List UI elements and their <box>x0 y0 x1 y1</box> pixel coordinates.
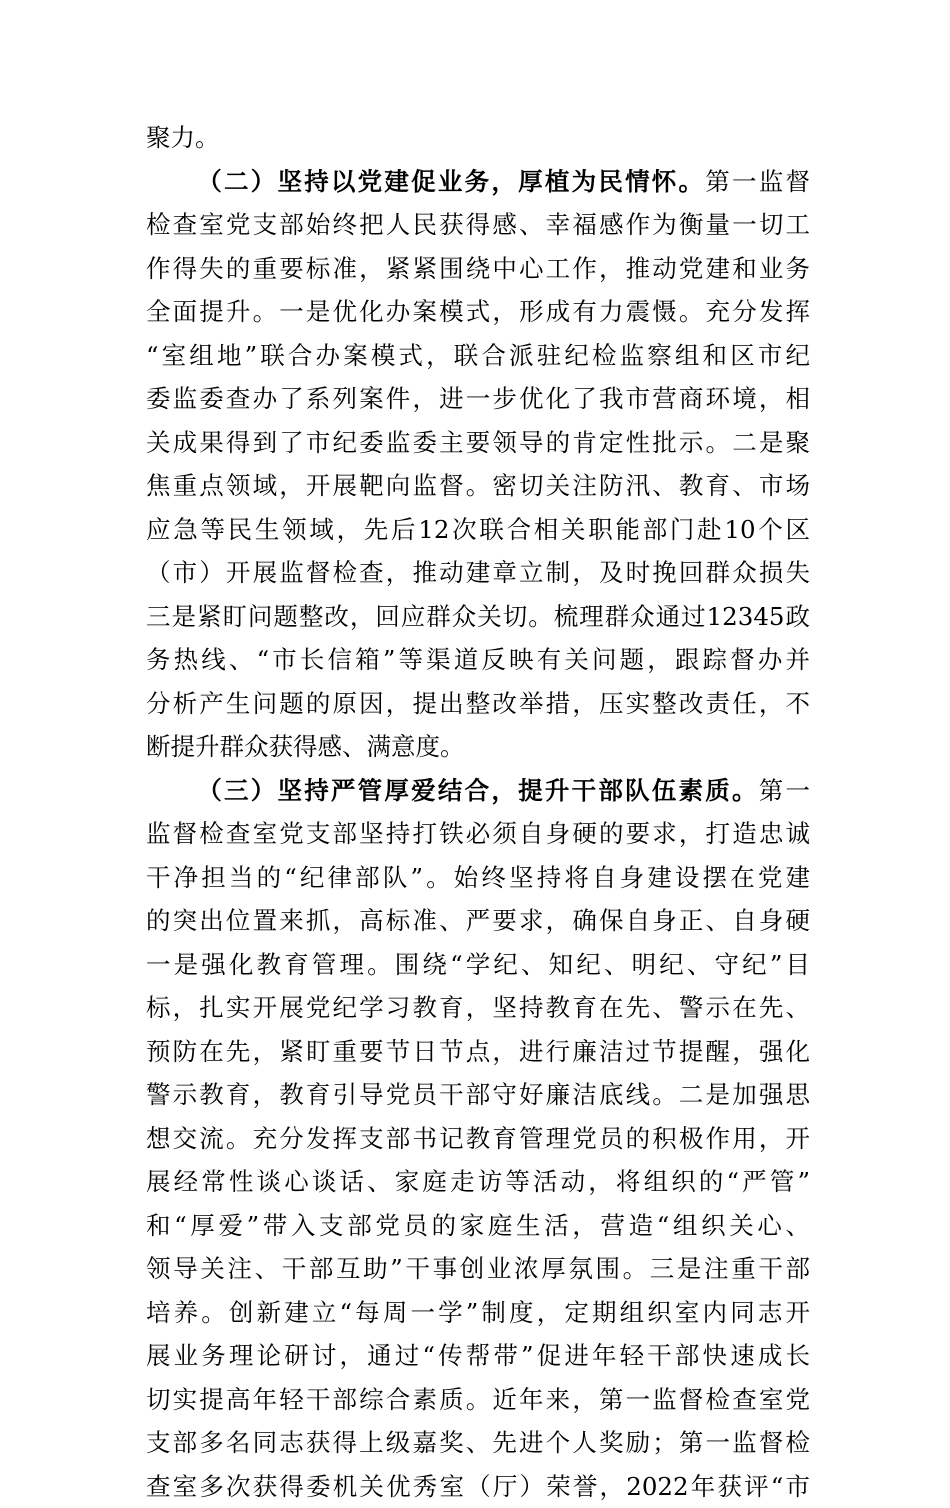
text-line <box>146 1030 810 1074</box>
line-text: 委监委查办了系列案件，进一步优化了我市营商环境，相 <box>146 384 810 413</box>
text-line <box>146 334 810 378</box>
line-text: 务热线、“市长信箱”等渠道反映有关问题，跟踪督办并 <box>146 645 810 674</box>
line-text: 和“厚爱”带入支部党员的家庭生活，营造“组织关心、 <box>146 1211 810 1240</box>
line-text: 断提升群众获得感、满意度。 <box>146 732 465 761</box>
line-text: （市）开展监督检查，推动建章立制，及时挽回群众损失 <box>146 558 810 587</box>
text-line <box>146 1378 810 1422</box>
line-text: 监督检查室党支部坚持打铁必须自身硬的要求，打造忠诚 <box>146 819 810 848</box>
line-text: 第一 <box>759 776 810 805</box>
text-line <box>146 1160 810 1204</box>
text-line <box>146 986 810 1030</box>
line-text: 关成果得到了市纪委监委主要领导的肯定性批示。二是聚 <box>146 428 810 457</box>
text-line <box>146 769 810 813</box>
text-line <box>146 1204 810 1248</box>
section-heading: （三）坚持严管厚爱结合，提升干部队伍素质。 <box>195 776 759 805</box>
line-text: 想交流。充分发挥支部书记教育管理党员的积极作用，开 <box>146 1124 810 1153</box>
text-line <box>146 595 810 639</box>
text-line <box>146 638 810 682</box>
text-line <box>146 377 810 421</box>
line-text: 焦重点领域，开展靶向监督。密切关注防汛、教育、市场 <box>146 471 810 500</box>
line-text: 查室多次获得委机关优秀室（厅）荣誉，2022年获评“市 <box>146 1472 810 1501</box>
body-text <box>146 116 810 1508</box>
text-line <box>146 551 810 595</box>
text-line <box>146 508 810 552</box>
text-line <box>146 1334 810 1378</box>
text-line <box>146 247 810 291</box>
line-text: 作得失的重要标准，紧紧围绕中心工作，推动党建和业务 <box>146 254 810 283</box>
line-text: 的突出位置来抓，高标准、严要求，确保自身正、自身硬 <box>146 906 810 935</box>
text-line <box>146 1291 810 1335</box>
text-line <box>146 160 810 204</box>
line-text: 全面提升。一是优化办案模式，形成有力震慑。充分发挥 <box>146 297 810 326</box>
text-line <box>146 943 810 987</box>
text-line <box>146 421 810 465</box>
line-text: 一是强化教育管理。围绕“学纪、知纪、明纪、守纪”目 <box>146 950 810 979</box>
text-line <box>146 116 810 160</box>
text-line <box>146 899 810 943</box>
text-line <box>146 1117 810 1161</box>
text-line <box>146 203 810 247</box>
line-text: 标，扎实开展党纪学习教育，坚持教育在先、警示在先、 <box>146 993 810 1022</box>
line-text: 三是紧盯问题整改，回应群众关切。梳理群众通过12345政 <box>146 602 810 631</box>
line-text: 预防在先，紧盯重要节日节点，进行廉洁过节提醒，强化 <box>146 1037 810 1066</box>
line-text: 检查室党支部始终把人民获得感、幸福感作为衡量一切工 <box>146 210 810 239</box>
line-text: 培养。创新建立“每周一学”制度，定期组织室内同志开 <box>146 1298 810 1327</box>
text-line <box>146 812 810 856</box>
text-line <box>146 1465 810 1508</box>
text-line <box>146 682 810 726</box>
text-line <box>146 856 810 900</box>
line-text: “室组地”联合办案模式，联合派驻纪检监察组和区市纪 <box>146 341 810 370</box>
line-text: 警示教育，教育引导党员干部守好廉洁底线。二是加强思 <box>146 1080 810 1109</box>
line-text: 聚力。 <box>146 123 220 152</box>
section-heading: （二）坚持以党建促业务，厚植为民情怀。 <box>195 167 705 196</box>
text-line <box>146 290 810 334</box>
line-text: 展业务理论研讨，通过“传帮带”促进年轻干部快速成长 <box>146 1341 810 1370</box>
line-text: 切实提高年轻干部综合素质。近年来，第一监督检查室党 <box>146 1385 810 1414</box>
text-line <box>146 1421 810 1465</box>
line-text: 支部多名同志获得上级嘉奖、先进个人奖励；第一监督检 <box>146 1428 810 1457</box>
text-line <box>146 464 810 508</box>
text-line <box>146 1247 810 1291</box>
line-text: 领导关注、干部互助”干事创业浓厚氛围。三是注重干部 <box>146 1254 810 1283</box>
line-text: 第一监督 <box>705 167 810 196</box>
line-text: 分析产生问题的原因，提出整改举措，压实整改责任，不 <box>146 689 810 718</box>
line-text: 展经常性谈心谈话、家庭走访等活动，将组织的“严管” <box>146 1167 810 1196</box>
line-text: 应急等民生领域，先后12次联合相关职能部门赴10个区 <box>146 515 810 544</box>
text-line <box>146 725 810 769</box>
line-text: 干净担当的“纪律部队”。始终坚持将自身建设摆在党建 <box>146 863 810 892</box>
text-line <box>146 1073 810 1117</box>
